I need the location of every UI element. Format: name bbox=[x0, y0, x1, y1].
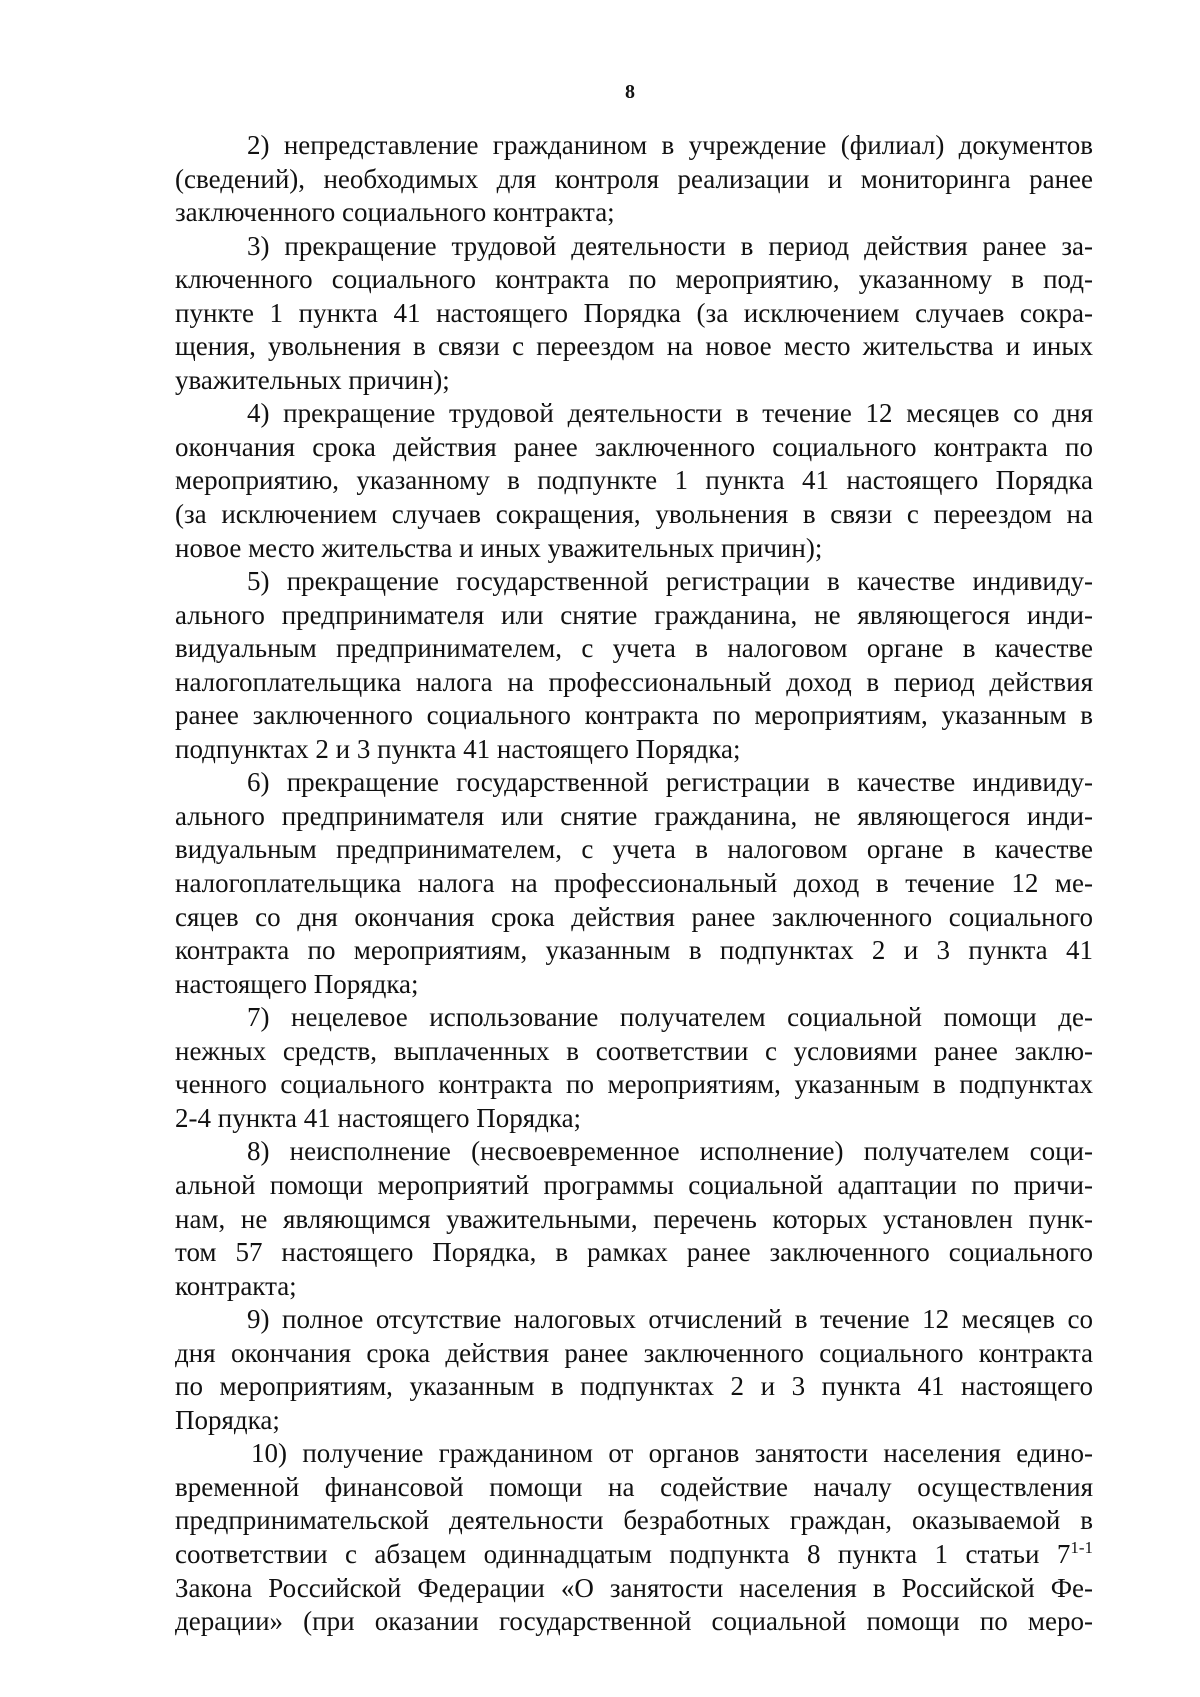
line-text: временной финансовой помощи на содействие началу осуществления bbox=[175, 1471, 1093, 1502]
paragraph-first-line bbox=[175, 1303, 1093, 1337]
text-line bbox=[175, 431, 1093, 465]
line-text: 10) получение гражданином от органов занятости населения едино- bbox=[251, 1438, 1093, 1469]
text-line bbox=[175, 1068, 1093, 1102]
line-text: 6) прекращение государственной регистрации в качестве индивиду- bbox=[247, 767, 1093, 798]
text-line bbox=[175, 1572, 1093, 1606]
line-text: 2-4 пункта 41 настоящего Порядка; bbox=[175, 1102, 582, 1133]
text-line bbox=[175, 297, 1093, 331]
line-text: видуальным предпринимателем, с учета в налоговом органе в качестве bbox=[175, 633, 1093, 664]
line-text: контракта по мероприятиям, указанным в подпунктах 2 и 3 пункта 41 bbox=[175, 935, 1093, 966]
line-text: контракта; bbox=[175, 1270, 297, 1301]
line-text: том 57 настоящего Порядка, в рамках ранее заключенного социального bbox=[175, 1237, 1093, 1268]
superscript-index: 1-1 bbox=[1070, 1537, 1093, 1557]
line-text: настоящего Порядка; bbox=[175, 968, 419, 999]
line-text: предпринимательской деятельности безработных граждан, оказываемой в bbox=[175, 1505, 1093, 1536]
line-text: дня окончания срока действия ранее заключенного социального контракта bbox=[175, 1337, 1093, 1368]
text-line bbox=[175, 1203, 1093, 1237]
line-text: (за исключением случаев сокращения, увольнения в связи с переездом на bbox=[175, 499, 1093, 530]
line-text: налогоплательщика налога на профессиональный доход в течение 12 ме- bbox=[175, 868, 1093, 899]
line-text: Закона Российской Федерации «О занятости населения в Российской Фе- bbox=[175, 1572, 1093, 1603]
text-line bbox=[175, 1538, 1093, 1572]
line-text: уважительных причин); bbox=[175, 364, 450, 395]
text-line bbox=[175, 968, 1093, 1002]
text-line bbox=[175, 498, 1093, 532]
line-text: видуальным предпринимателем, с учета в налоговом органе в качестве bbox=[175, 834, 1093, 865]
paragraph-first-line bbox=[175, 129, 1093, 163]
text-line bbox=[175, 666, 1093, 700]
line-text: ключенного социального контракта по мероприятию, указанному в под- bbox=[175, 264, 1093, 295]
text-line bbox=[175, 1270, 1093, 1304]
text-line bbox=[175, 1035, 1093, 1069]
text-line bbox=[175, 532, 1093, 566]
line-text: соответствии с абзацем одиннадцатым подпункта 8 пункта 1 статьи 7 bbox=[175, 1538, 1071, 1569]
line-text: 4) прекращение трудовой деятельности в течение 12 месяцев со дня bbox=[247, 398, 1093, 429]
document-body bbox=[175, 129, 1093, 1639]
line-text: по мероприятиям, указанным в подпунктах 2 и 3 пункта 41 настоящего bbox=[175, 1371, 1093, 1402]
text-line bbox=[175, 1471, 1093, 1505]
text-line bbox=[175, 263, 1093, 297]
line-text: сяцев со дня окончания срока действия ранее заключенного социального bbox=[175, 901, 1093, 932]
text-line bbox=[175, 833, 1093, 867]
text-line bbox=[175, 867, 1093, 901]
text-line bbox=[175, 364, 1093, 398]
line-text: нам, не являющимся уважительными, перечень которых установлен пунк- bbox=[175, 1203, 1093, 1234]
line-text: ального предпринимателя или снятие гражданина, не являющегося инди- bbox=[175, 800, 1093, 831]
line-text: заключенного социального контракта; bbox=[175, 197, 615, 228]
text-line bbox=[175, 800, 1093, 834]
line-text: ального предпринимателя или снятие гражданина, не являющегося инди- bbox=[175, 599, 1093, 630]
line-text: 9) полное отсутствие налоговых отчислений в течение 12 месяцев со bbox=[247, 1304, 1093, 1335]
line-text: нежных средств, выплаченных в соответствии с условиями ранее заклю- bbox=[175, 1035, 1093, 1066]
line-text: мероприятию, указанному в подпункте 1 пункта 41 настоящего Порядка bbox=[175, 465, 1093, 496]
text-line bbox=[175, 632, 1093, 666]
text-line bbox=[175, 464, 1093, 498]
paragraph-first-line bbox=[175, 1001, 1093, 1035]
line-text: ранее заключенного социального контракта по мероприятиям, указанным в bbox=[175, 700, 1093, 731]
text-line bbox=[175, 1404, 1093, 1438]
line-text: новое место жительства и иных уважительных причин); bbox=[175, 532, 823, 563]
text-line bbox=[175, 599, 1093, 633]
paragraph-first-line bbox=[175, 565, 1093, 599]
paragraph-first-line bbox=[175, 397, 1093, 431]
paragraph-first-line bbox=[175, 1135, 1093, 1169]
text-line bbox=[175, 1169, 1093, 1203]
line-text: окончания срока действия ранее заключенного социального контракта по bbox=[175, 431, 1093, 462]
text-line bbox=[175, 1605, 1093, 1639]
line-text: налогоплательщика налога на профессиональный доход в период действия bbox=[175, 666, 1093, 697]
text-line bbox=[175, 1102, 1093, 1136]
line-text: (сведений), необходимых для контроля реализации и мониторинга ранее bbox=[175, 163, 1093, 194]
line-text: 3) прекращение трудовой деятельности в период действия ранее за- bbox=[247, 230, 1093, 261]
text-line bbox=[175, 733, 1093, 767]
page-number: 8 bbox=[625, 81, 635, 103]
text-line bbox=[175, 934, 1093, 968]
line-text: щения, увольнения в связи с переездом на новое место жительства и иных bbox=[175, 331, 1093, 362]
text-line bbox=[175, 330, 1093, 364]
line-text: альной помощи мероприятий программы социальной адаптации по причи- bbox=[175, 1169, 1093, 1200]
text-line bbox=[175, 196, 1093, 230]
text-line bbox=[175, 901, 1093, 935]
paragraph-first-line bbox=[175, 1437, 1093, 1471]
line-text: подпунктах 2 и 3 пункта 41 настоящего Порядка; bbox=[175, 733, 741, 764]
paragraph-first-line bbox=[175, 766, 1093, 800]
line-text: дерации» (при оказании государственной социальной помощи по меро- bbox=[175, 1606, 1093, 1637]
line-text: ченного социального контракта по мероприятиям, указанным в подпунктах bbox=[175, 1069, 1093, 1100]
text-line bbox=[175, 1337, 1093, 1371]
text-line bbox=[175, 163, 1093, 197]
line-text: 5) прекращение государственной регистрации в качестве индивиду- bbox=[247, 566, 1093, 597]
line-text: Порядка; bbox=[175, 1404, 280, 1435]
text-line bbox=[175, 1504, 1093, 1538]
text-line bbox=[175, 1370, 1093, 1404]
line-text: 2) непредставление гражданином в учреждение (филиал) документов bbox=[247, 130, 1093, 160]
line-text: 8) неисполнение (несвоевременное исполнение) получателем соци- bbox=[247, 1136, 1093, 1167]
line-text: 7) нецелевое использование получателем социальной помощи де- bbox=[247, 1002, 1093, 1033]
text-line bbox=[175, 699, 1093, 733]
line-text: пункте 1 пункта 41 настоящего Порядка (за исключением случаев сокра- bbox=[175, 297, 1093, 328]
paragraph-first-line bbox=[175, 230, 1093, 264]
text-line bbox=[175, 1236, 1093, 1270]
